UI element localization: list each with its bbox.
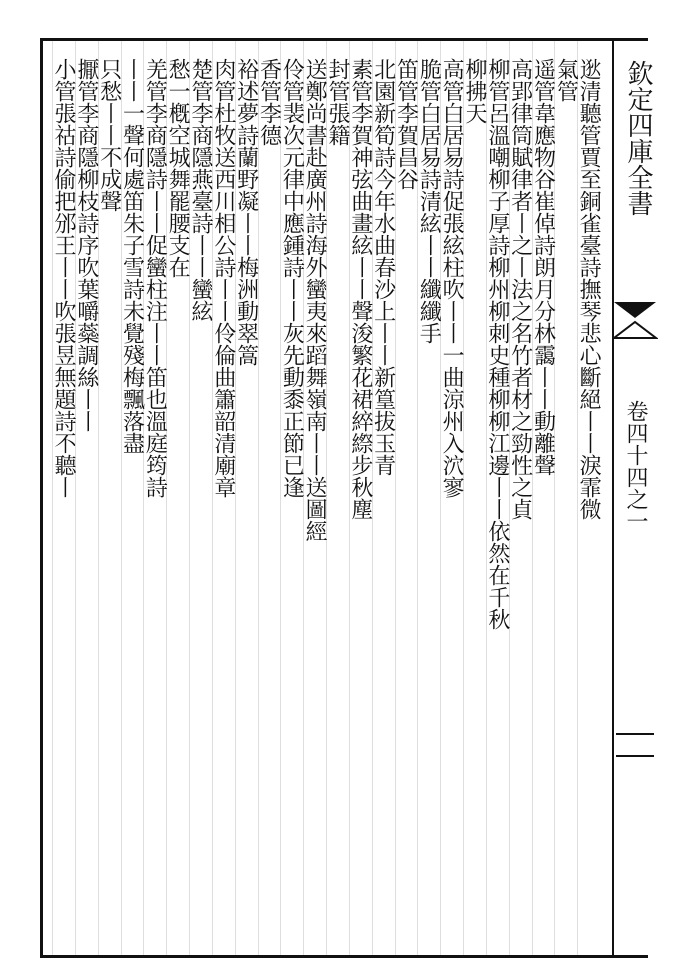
fishtail-ornament <box>612 300 658 340</box>
text-column: 高管白居易詩促張絃柱吹丨丨一曲涼州入泬寥 <box>439 58 465 498</box>
text-column: 肉管杜牧送西川相公詩丨丨伶倫曲簫韶清廟章 <box>210 58 236 498</box>
text-column: 脆管白居易詩清絃丨丨纖纖手 <box>416 58 442 344</box>
column-rule <box>486 38 487 958</box>
text-column: 送鄭尚書赴廣州詩海外蠻夷來蹈舞嶺南丨丨送圖經 <box>302 58 328 542</box>
text-column: 北園新筍詩今年水曲春沙上丨丨新篁拔玉青 <box>370 58 396 476</box>
text-column: 擫管李商隱柳枝詩序吹葉嚼蘂調絲丨丨 <box>73 58 99 432</box>
book-title: 欽定四庫全書 <box>623 60 653 216</box>
column-rule <box>349 38 350 958</box>
text-column: 遥管韋應物谷崔倬詩朗月分林靄丨丨動離聲 <box>530 58 556 476</box>
text-column: 柳管呂溫嘲柳子厚詩柳州柳刺史種柳柳江邊丨丨依然在千秋 <box>484 58 510 630</box>
text-column: 氣管 <box>553 58 579 102</box>
column-rule <box>577 38 578 958</box>
text-column: 只愁丨丨不成聲 <box>96 58 122 212</box>
text-column: 逖清聽管賈至銅雀臺詩撫琴悲心斷絕丨丨淚霏微 <box>576 58 602 520</box>
text-column: 小管張祜詩偷把邠王丨丨吹張昱無題詩不聽丨 <box>51 58 76 498</box>
text-column: 素管李賀神弦曲畫絃丨丨聲浚繁花裙綷縩步秋塵 <box>347 58 373 520</box>
text-column: 裕述夢詩蘭野凝丨丨梅洲動翠篙 <box>233 58 259 366</box>
text-column: 羌管李商隱詩丨丨促蠻柱注丨丨笛也溫庭筠詩 <box>142 58 168 498</box>
text-column: 香管李德 <box>256 58 282 146</box>
text-column: 封管張籍 <box>325 58 350 146</box>
volume-label: 卷四十四之一 <box>623 400 648 532</box>
fishtail-ornament-lower <box>612 730 658 760</box>
text-column: 丨丨一聲何處笛朱子雪詩未覺殘梅飄落盡 <box>119 58 145 454</box>
text-column: 伶管裴次元律中應鍾詩丨丨灰先動黍正節已逢 <box>279 58 305 498</box>
text-column: 愁一槪空城舞罷腰支在 <box>165 58 191 278</box>
text-column: 高郢律筒賦律者丨之丨法之名竹者材之勁性之貞 <box>507 58 533 520</box>
text-column: 笛管李賀昌谷 <box>393 58 419 190</box>
column-rule <box>280 38 281 958</box>
text-column: 柳拂天 <box>462 58 487 124</box>
text-column: 楚管李商隱燕臺詩丨丨蠻絃 <box>188 58 213 322</box>
column-rule <box>52 38 53 958</box>
